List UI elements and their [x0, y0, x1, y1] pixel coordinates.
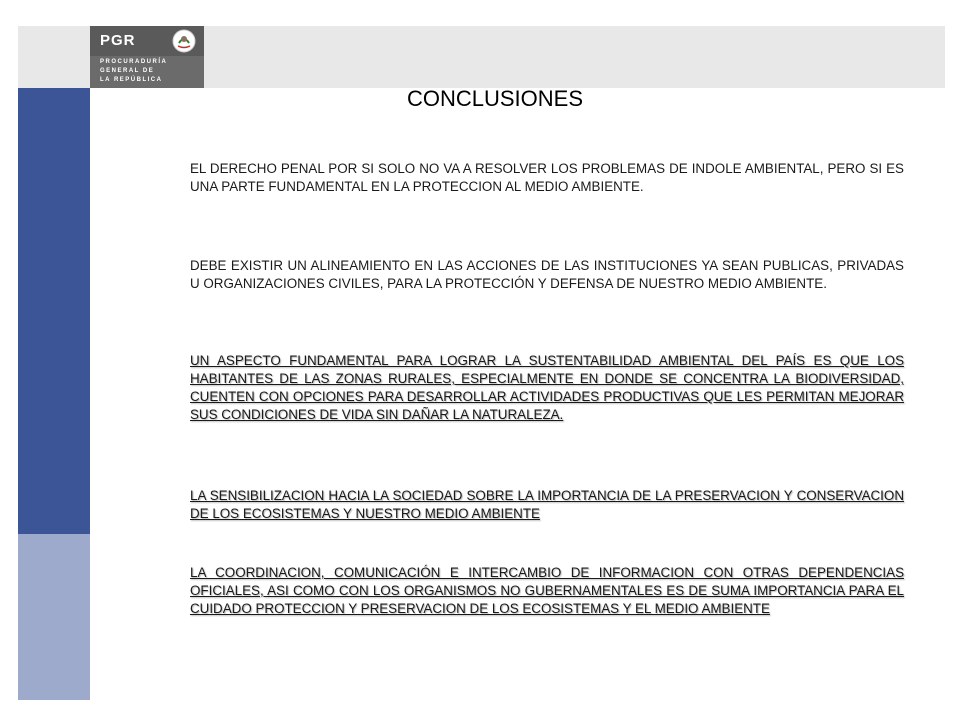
- sidebar-light-stripe: [18, 534, 90, 700]
- logo-line-3: LA REPÚBLICA: [100, 77, 163, 83]
- slide-title: CONCLUSIONES: [406, 86, 584, 111]
- sidebar-dark-stripe: [18, 88, 90, 534]
- logo-line-1: PROCURADURÍA: [100, 59, 168, 65]
- paragraph-2: DEBE EXISTIR UN ALINEAMIENTO EN LAS ACCIONES DE LAS INSTITUCIONES YA SEAN PUBLICAS, PRIVADAS U ORGANIZACIONES CIVILES, PARA LA PROTECCIÓN Y DEFENSA DE NUESTRO MEDIO AMBIENTE.: [190, 258, 904, 291]
- logo-line-2: GENERAL DE: [100, 68, 155, 74]
- paragraph-5: LA COORDINACION, COMUNICACIÓN E INTERCAMBIO DE INFORMACION CON OTRAS DEPENDENCIAS OFICIALES, ASI COMO CON LOS ORGANISMOS NO GUBERNAMENTALES ES DE SUMA IMPORTANCIA PARA EL CUIDADO PROTECCION Y PRESERVACION DE LOS ECOSISTEMAS Y EL MEDIO AMBIENTE: [190, 565, 904, 616]
- pgr-logo: [90, 26, 204, 88]
- paragraph-4: LA SENSIBILIZACION HACIA LA SOCIEDAD SOBRE LA IMPORTANCIA DE LA PRESERVACION Y CONSERVACION DE LOS ECOSISTEMAS Y NUESTRO MEDIO AMBIENTE: [190, 488, 904, 521]
- mexican-seal-icon: [172, 29, 196, 53]
- paragraph-1: EL DERECHO PENAL POR SI SOLO NO VA A RESOLVER LOS PROBLEMAS DE INDOLE AMBIENTAL, PERO SI ES UNA PARTE FUNDAMENTAL EN LA PROTECCION AL MEDIO AMBIENTE.: [190, 161, 904, 194]
- paragraph-3: UN ASPECTO FUNDAMENTAL PARA LOGRAR LA SUSTENTABILIDAD AMBIENTAL DEL PAÍS ES QUE LOS HABITANTES DE LAS ZONAS RURALES, ESPECIALMENTE EN DONDE SE CONCENTRA LA BIODIVERSIDAD, CUENTEN CON OPCIONES PARA DESARROLLAR ACTIVIDADES PRODUCTIVAS QUE LES PERMITAN MEJORAR SUS CONDICIONES DE VIDA SIN DAÑAR LA NATURALEZA.: [190, 353, 904, 422]
- logo-acronym: PGR: [100, 32, 136, 49]
